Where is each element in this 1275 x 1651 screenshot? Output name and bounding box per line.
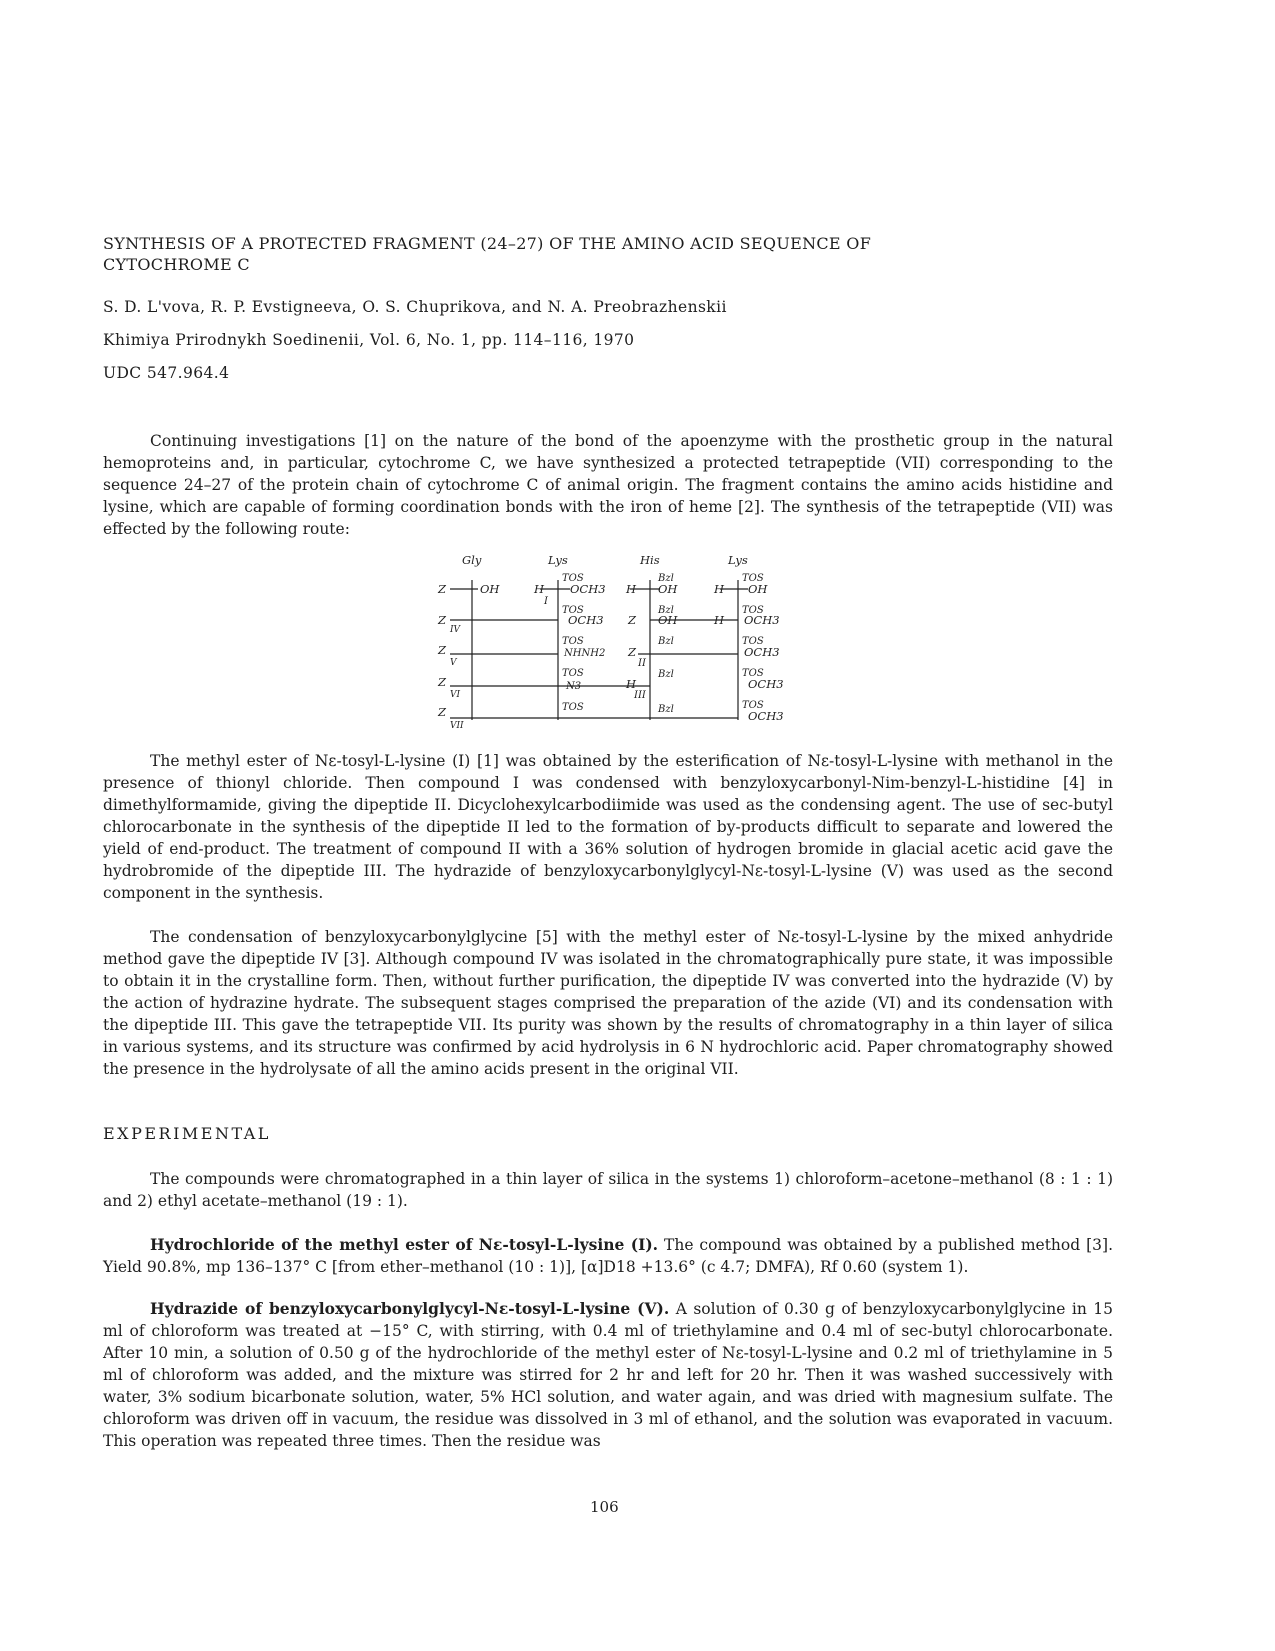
scheme-label-n3: N3: [566, 681, 582, 692]
scheme-label-vi: VI: [450, 690, 461, 700]
scheme-label-och3: OCH3: [744, 645, 780, 659]
scheme-label-tos: TOS: [742, 573, 764, 584]
scheme-label-tos: TOS: [562, 605, 584, 616]
scheme-label-z: Z: [438, 643, 446, 657]
scheme-label-h: H: [626, 582, 637, 596]
compound-v-text: A solution of 0.30 g of benzyloxycarbonylglycine in 15 ml of chloroform was treated at −15° C, with stirring, with 0.4 ml of triethylamine and 0.4 ml of sec-butyl chlorocarbonate. After 10 min, a solution of 0.50 g of the hydrochloride of the methyl ester of Nε-tosyl-L-lysine and 0.2 ml of triethylamine in 5 ml of chloroform was added, and the mixture was stirred for 2 hr and left for 20 hr. Then it was washed successively with water, 3% sodium bicarbonate solution, water, 5% HCl solution, and water again, and was dried with magnesium sulfate. The chloroform was driven off in vacuum, the residue was dissolved in 3 ml of ethanol, and the solution was evaporated in vacuum. This operation was repeated three times. Then the residue was: [103, 1300, 1114, 1450]
synthesis-scheme: [430, 552, 800, 732]
scheme-label-oh: OH: [480, 582, 500, 596]
scheme-label-nhnh2: NHNH2: [564, 648, 606, 659]
scheme-label-bzl: Bzl: [658, 669, 674, 680]
scheme-label-h: H: [714, 582, 725, 596]
scheme-label-h: H: [714, 613, 725, 627]
scheme-label-oh: OH: [658, 582, 678, 596]
scheme-label-bzl: Bzl: [658, 636, 674, 647]
scheme-label-tos: TOS: [742, 668, 764, 679]
scheme-label-h: H: [534, 582, 545, 596]
scheme-label-i: I: [544, 596, 548, 607]
title-line-1: SYNTHESIS OF A PROTECTED FRAGMENT (24–27) OF THE AMINO ACID SEQUENCE OF: [103, 234, 872, 253]
scheme-label-ii: II: [638, 658, 646, 669]
scheme-label-och3: OCH3: [744, 613, 780, 627]
compound-v-heading: Hydrazide of benzyloxycarbonylglycyl-Nε-tosyl-L-lysine (V).: [150, 1299, 670, 1318]
scheme-label-tos: TOS: [742, 700, 764, 711]
scheme-label-bzl: Bzl: [658, 704, 674, 715]
scheme-residue-his: His: [640, 553, 660, 567]
scheme-label-bzl: Bzl: [658, 605, 674, 616]
scheme-label-z: Z: [628, 613, 636, 627]
scheme-label-iv: IV: [450, 625, 461, 635]
scheme-label-z: Z: [438, 613, 446, 627]
scheme-label-och3: OCH3: [748, 709, 784, 723]
scheme-label-v: V: [450, 658, 457, 668]
experimental-paragraph-3: [103, 1298, 1113, 1452]
scheme-residue-gly: Gly: [462, 553, 482, 567]
scheme-label-z: Z: [438, 675, 446, 689]
scheme-label-vii: VII: [450, 721, 464, 731]
scheme-label-iii: III: [634, 690, 646, 701]
title-line-2: CYTOCHROME C: [103, 255, 250, 274]
scheme-label-tos: TOS: [562, 668, 584, 679]
paper-title: [103, 233, 923, 275]
scheme-label-och3: OCH3: [568, 613, 604, 627]
journal-citation: Khimiya Prirodnykh Soedinenii, Vol. 6, No. 1, pp. 114–116, 1970: [103, 331, 635, 349]
scheme-label-oh: OH: [658, 613, 678, 627]
scheme-residue-lys-1: Lys: [548, 553, 568, 567]
scheme-label-bzl: Bzl: [658, 573, 674, 584]
section-heading-experimental: EXPERIMENTAL: [103, 1124, 271, 1143]
authors: S. D. L'vova, R. P. Evstigneeva, O. S. Chuprikova, and N. A. Preobrazhenskii: [103, 298, 727, 316]
scheme-label-och3: OCH3: [570, 582, 606, 596]
scheme-label-z: Z: [438, 582, 446, 596]
scheme-label-z: Z: [438, 705, 446, 719]
paragraph-2: The methyl ester of Nε-tosyl-L-lysine (I) [1] was obtained by the esterification of Nε-tosyl-L-lysine with methanol in the presence of thionyl chloride. Then compound I was condensed with benzyloxycarbonyl-Nim-benzyl-L-histidine [4] in dimethylformamide, giving the dipeptide II. Dicyclohexylcarbodiimide was used as the condensing agent. The use of sec-butyl chlorocarbonate in the synthesis of the dipeptide II led to the formation of by-products difficult to separate and lowered the yield of end-product. The treatment of compound II with a 36% solution of hydrogen bromide in glacial acetic acid gave the hydrobromide of the dipeptide III. The hydrazide of benzyloxycarbonylglycyl-Nε-tosyl-L-lysine (V) was used as the second component in the synthesis.: [103, 752, 1113, 902]
intro-paragraph: Continuing investigations [1] on the nature of the bond of the apoenzyme with the prosthetic group in the natural hemoproteins and, in particular, cytochrome C, we have synthesized a protected tetrapeptide (VII) corresponding to the sequence 24–27 of the protein chain of cytochrome C of animal origin. The fragment contains the amino acids histidine and lysine, which are capable of forming coordination bonds with the iron of heme [2]. The synthesis of the tetrapeptide (VII) was effected by the following route:: [103, 432, 1113, 538]
scheme-label-z: Z: [628, 645, 636, 659]
udc-code: UDC 547.964.4: [103, 364, 230, 382]
scheme-label-tos: TOS: [562, 702, 584, 713]
scheme-label-tos: TOS: [562, 636, 584, 647]
experimental-paragraph-1: The compounds were chromatographed in a thin layer of silica in the systems 1) chloroform–acetone–methanol (8 : 1 : 1) and 2) ethyl acetate–methanol (19 : 1).: [103, 1170, 1113, 1210]
paragraph-3: The condensation of benzyloxycarbonylglycine [5] with the methyl ester of Nε-tosyl-L-lysine by the mixed anhydride method gave the dipeptide IV [3]. Although compound IV was isolated in the chromatographically pure state, it was impossible to obtain it in the crystalline form. Then, without further purification, the dipeptide IV was converted into the hydrazide (V) by the action of hydrazine hydrate. The subsequent stages comprised the preparation of the azide (VI) and its condensation with the dipeptide III. This gave the tetrapeptide VII. Its purity was shown by the results of chromatography in a thin layer of silica in various systems, and its structure was confirmed by acid hydrolysis in 6 N hydrochloric acid. Paper chromatography showed the presence in the hydrolysate of all the amino acids present in the original VII.: [103, 928, 1113, 1078]
scheme-label-tos: TOS: [742, 605, 764, 616]
scheme-residue-lys-2: Lys: [728, 553, 748, 567]
experimental-paragraph-2: [103, 1234, 1113, 1278]
scheme-label-och3: OCH3: [748, 677, 784, 691]
scheme-label-h: H: [626, 677, 637, 691]
compound-i-text: The compound was obtained by a published method [3]. Yield 90.8%, mp 136–137° C [from ether–methanol (10 : 1)], [α]D18 +13.6° (c 4.7; DMFA), Rf 0.60 (system 1).: [103, 1236, 1113, 1276]
scheme-label-oh: OH: [748, 582, 768, 596]
scheme-label-tos: TOS: [742, 636, 764, 647]
scheme-label-tos: TOS: [562, 573, 584, 584]
compound-i-heading: Hydrochloride of the methyl ester of Nε-tosyl-L-lysine (I).: [150, 1235, 659, 1254]
page-number: 106: [590, 1498, 619, 1516]
